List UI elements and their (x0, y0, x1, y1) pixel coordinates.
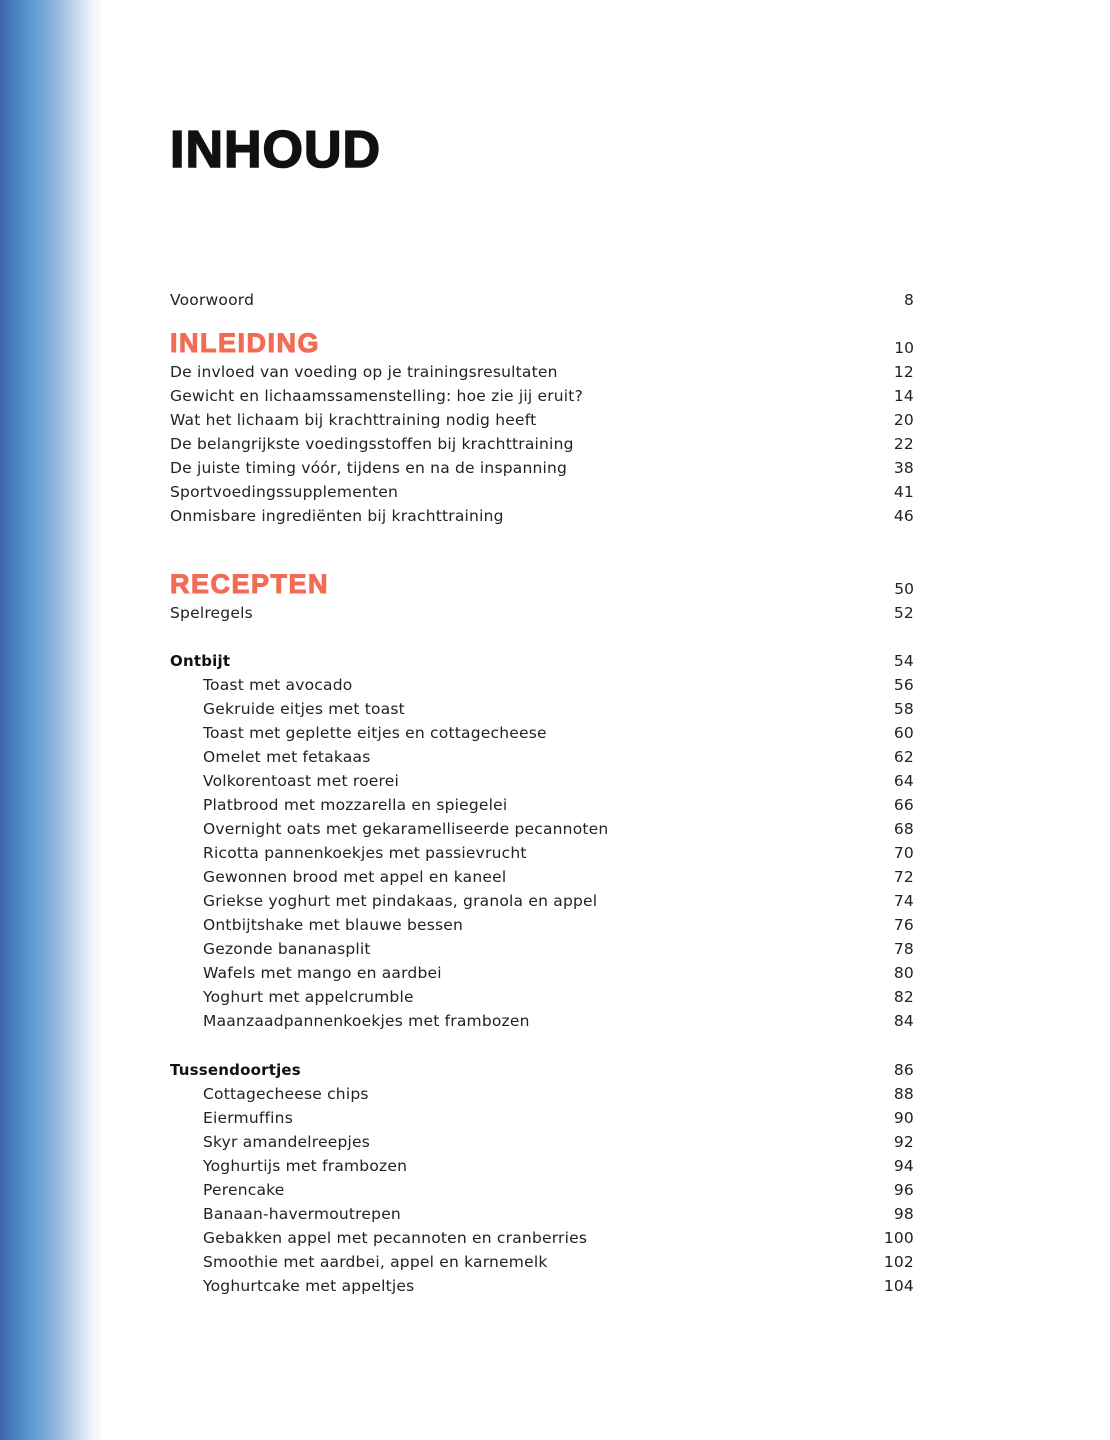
toc-entry-page: 56 (893, 676, 914, 694)
toc-entry-page: 46 (893, 507, 914, 525)
toc-entry-label: Banaan-havermoutrepen (203, 1205, 401, 1223)
toc-entry-label: Gebakken appel met pecannoten en cranberries (203, 1229, 588, 1247)
toc-recipe-entry[interactable] (170, 1106, 914, 1130)
section-page-inleiding: 10 (894, 339, 914, 357)
toc-entry-page: 88 (893, 1085, 914, 1103)
toc-recipe-entry[interactable] (170, 1274, 914, 1298)
toc-category-label: Tussendoortjes (170, 1061, 301, 1079)
toc-category-tussendoortjes[interactable] (170, 1058, 914, 1082)
toc-entry-page: 20 (893, 411, 914, 429)
toc-entry-page: 98 (893, 1205, 914, 1223)
toc-entry-spelregels[interactable] (170, 601, 914, 625)
toc-entry-label: Gekruide eitjes met toast (203, 700, 405, 718)
toc-recipe-entry[interactable] (170, 769, 914, 793)
toc-recipe-entry[interactable] (170, 1226, 914, 1250)
toc-entry-label: Griekse yoghurt met pindakaas, granola en appel (203, 892, 598, 910)
toc-recipe-entry[interactable] (170, 985, 914, 1009)
toc-recipe-entry[interactable] (170, 697, 914, 721)
toc-recipe-entry[interactable] (170, 1009, 914, 1033)
page-title: INHOUD (170, 121, 382, 179)
toc-entry-page: 86 (893, 1061, 914, 1079)
toc-entry-page: 54 (893, 652, 914, 670)
toc-entry-page: 78 (893, 940, 914, 958)
toc-entry-label: Toast met avocado (203, 676, 353, 694)
toc-entry-page: 68 (893, 820, 914, 838)
toc-entry-page: 100 (883, 1229, 914, 1247)
toc-entry-label: Gewicht en lichaamssamenstelling: hoe zie jij eruit? (170, 387, 584, 405)
section-heading-inleiding[interactable]: INLEIDING (170, 328, 321, 358)
toc-recipe-entry[interactable] (170, 865, 914, 889)
toc-entry-page: 92 (893, 1133, 914, 1151)
toc-recipe-entry[interactable] (170, 937, 914, 961)
toc-entry-page: 76 (893, 916, 914, 934)
toc-recipe-entry[interactable] (170, 1178, 914, 1202)
blue-edge-gradient (0, 0, 104, 1440)
toc-entry-page: 58 (893, 700, 914, 718)
toc-recipe-entry[interactable] (170, 961, 914, 985)
toc-entry-label: Sportvoedingssupplementen (170, 483, 399, 501)
toc-entry-label: Platbrood met mozzarella en spiegelei (203, 796, 508, 814)
toc-entry-page: 82 (893, 988, 914, 1006)
toc-entry-label: Yoghurt met appelcrumble (203, 988, 414, 1006)
toc-recipe-entry[interactable] (170, 745, 914, 769)
section-page-recepten: 50 (894, 580, 914, 598)
toc-entry-page: 104 (883, 1277, 914, 1295)
toc-entry[interactable] (170, 384, 914, 408)
toc-entry-label: Toast met geplette eitjes en cottagecheese (203, 724, 547, 742)
toc-entry-label: Spelregels (170, 604, 253, 622)
toc-recipe-entry[interactable] (170, 913, 914, 937)
toc-entry-page: 90 (893, 1109, 914, 1127)
toc-entry-page: 41 (893, 483, 914, 501)
toc-entry[interactable] (170, 456, 914, 480)
toc-entry-page: 12 (893, 363, 914, 381)
toc-entry-label: Gezonde bananasplit (203, 940, 371, 958)
toc-entry-page: 94 (893, 1157, 914, 1175)
toc-entry-page: 80 (893, 964, 914, 982)
toc-entry-page: 102 (883, 1253, 914, 1271)
toc-recipe-entry[interactable] (170, 1202, 914, 1226)
toc-category-label: Ontbijt (170, 652, 231, 670)
toc-recipe-entry[interactable] (170, 1154, 914, 1178)
toc-entry-page: 84 (893, 1012, 914, 1030)
toc-entry-label: Wat het lichaam bij krachttraining nodig heeft (170, 411, 537, 429)
toc-entry-voorwoord[interactable] (170, 288, 914, 312)
toc-entry-label: Cottagecheese chips (203, 1085, 369, 1103)
section-heading-recepten[interactable]: RECEPTEN (170, 569, 330, 599)
toc-entry-page: 66 (893, 796, 914, 814)
toc-entry-label: Yoghurtcake met appeltjes (203, 1277, 415, 1295)
toc-entry-label: Voorwoord (170, 291, 255, 309)
toc-entry-label: Ontbijtshake met blauwe bessen (203, 916, 464, 934)
toc-entry-page: 74 (893, 892, 914, 910)
toc-entry-label: Gewonnen brood met appel en kaneel (203, 868, 507, 886)
toc-entry[interactable] (170, 408, 914, 432)
toc-entry-page: 96 (893, 1181, 914, 1199)
toc-entry-label: De belangrijkste voedingsstoffen bij krachttraining (170, 435, 574, 453)
toc-entry-page: 70 (893, 844, 914, 862)
toc-entry-page: 38 (893, 459, 914, 477)
toc-entry-label: Wafels met mango en aardbei (203, 964, 442, 982)
toc-entry-label: Yoghurtijs met frambozen (203, 1157, 408, 1175)
toc-recipe-entry[interactable] (170, 841, 914, 865)
toc-entry-label: Ricotta pannenkoekjes met passievrucht (203, 844, 527, 862)
toc-entry-page: 8 (903, 291, 914, 309)
toc-entry-page: 64 (893, 772, 914, 790)
toc-recipe-entry[interactable] (170, 1250, 914, 1274)
toc-entry[interactable] (170, 432, 914, 456)
toc-recipe-entry[interactable] (170, 721, 914, 745)
toc-entry-label: Eiermuffins (203, 1109, 293, 1127)
toc-entry-label: Skyr amandelreepjes (203, 1133, 370, 1151)
toc-recipe-entry[interactable] (170, 889, 914, 913)
toc-category-ontbijt[interactable] (170, 649, 914, 673)
toc-entry-page: 22 (893, 435, 914, 453)
toc-entry-page: 62 (893, 748, 914, 766)
toc-recipe-entry[interactable] (170, 1082, 914, 1106)
toc-entry-page: 72 (893, 868, 914, 886)
toc-entry[interactable] (170, 360, 914, 384)
toc-entry-label: Overnight oats met gekaramelliseerde pecannoten (203, 820, 609, 838)
toc-entry-label: Maanzaadpannenkoekjes met frambozen (203, 1012, 530, 1030)
toc-entry-label: Volkorentoast met roerei (203, 772, 399, 790)
toc-recipe-entry[interactable] (170, 817, 914, 841)
toc-recipe-entry[interactable] (170, 673, 914, 697)
toc-recipe-entry[interactable] (170, 1130, 914, 1154)
toc-recipe-entry[interactable] (170, 793, 914, 817)
toc-entry[interactable] (170, 480, 914, 504)
toc-entry-page: 52 (893, 604, 914, 622)
toc-entry-label: De invloed van voeding op je trainingsresultaten (170, 363, 558, 381)
toc-entry-label: Omelet met fetakaas (203, 748, 371, 766)
toc-entry-label: Perencake (203, 1181, 285, 1199)
toc-entry-label: Smoothie met aardbei, appel en karnemelk (203, 1253, 548, 1271)
toc-entry[interactable] (170, 504, 914, 528)
toc-entry-page: 60 (893, 724, 914, 742)
toc-entry-page: 14 (893, 387, 914, 405)
toc-entry-label: De juiste timing vóór, tijdens en na de inspanning (170, 459, 568, 477)
toc-entry-label: Onmisbare ingrediënten bij krachttraining (170, 507, 504, 525)
